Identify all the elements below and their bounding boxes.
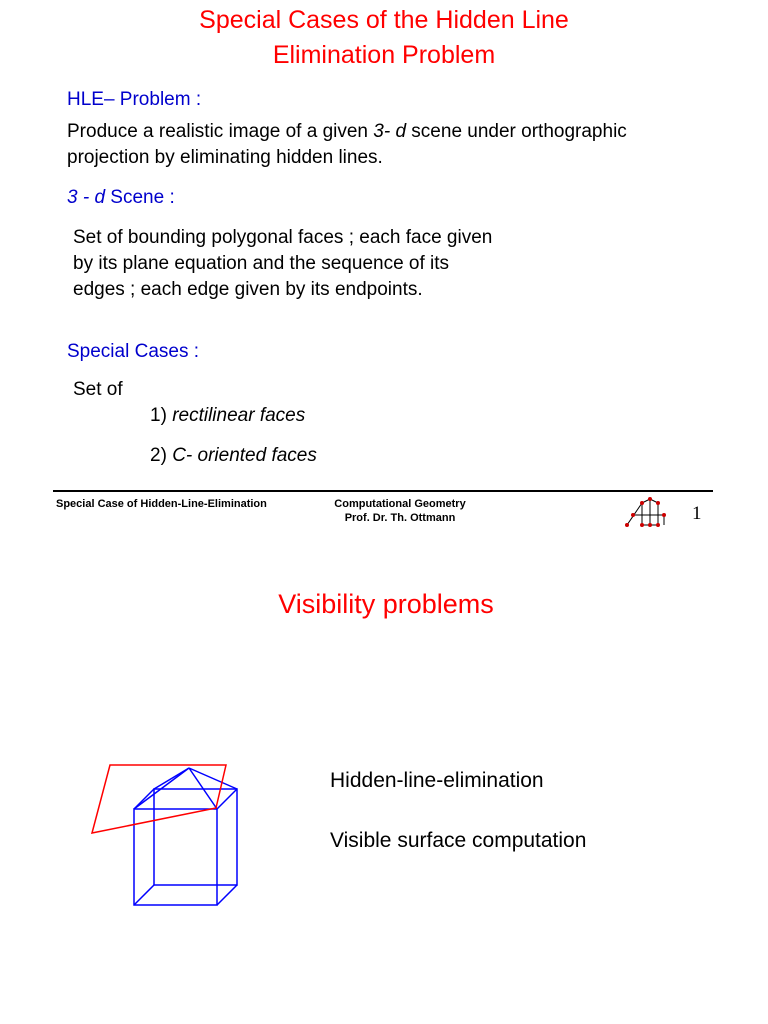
case-2-number: 2)	[150, 445, 173, 466]
hle-problem-text	[67, 119, 747, 171]
set-of-text: Set of	[73, 379, 123, 400]
footer-course	[300, 497, 500, 525]
hle-text-line2: projection by eliminating hidden lines.	[67, 147, 383, 168]
scene-line2: by its plane equation and the sequence of its	[73, 253, 450, 274]
slide2-item-hle: Hidden-line-elimination	[330, 769, 544, 792]
case-1-text: rectilinear faces	[172, 405, 306, 426]
case-1	[150, 403, 305, 429]
case-1-number: 1)	[150, 405, 173, 426]
hle-text-pre: Produce a realistic image of a given	[67, 121, 374, 142]
scene-label	[67, 187, 175, 209]
slide-title-line2: Elimination Problem	[272, 41, 496, 69]
footer-rule	[53, 490, 713, 492]
footer-course-line1: Computational Geometry	[334, 498, 466, 510]
hle-text-em: 3- d	[373, 121, 407, 142]
scene-label-post: Scene :	[105, 187, 175, 208]
slide2-title: Visibility problems	[278, 589, 494, 619]
case-2	[150, 443, 317, 469]
cube-plane-illustration	[80, 755, 240, 910]
footer-course-line2: Prof. Dr. Th. Ottmann	[344, 512, 456, 524]
scene-label-em: 3 - d	[67, 187, 106, 208]
special-cases-label: Special Cases :	[67, 341, 200, 362]
scene-description	[73, 225, 753, 303]
scene-line1: Set of bounding polygonal faces ; each face given	[73, 227, 493, 248]
slide-title-line1: Special Cases of the Hidden Line	[199, 6, 569, 34]
slide2-item-visible-surface: Visible surface computation	[330, 829, 587, 852]
hle-problem-label: HLE– Problem :	[67, 89, 202, 110]
cube-wireframe	[134, 768, 237, 905]
footer-left: Special Case of Hidden-Line-Elimination	[56, 498, 267, 510]
scene-line3: edges ; each edge given by its endpoints.	[73, 279, 423, 300]
case-2-text: C- oriented faces	[172, 445, 317, 466]
hle-text-post: scene under orthographic	[406, 121, 627, 142]
page-number: 1	[692, 503, 702, 524]
logo-icon	[620, 493, 672, 529]
